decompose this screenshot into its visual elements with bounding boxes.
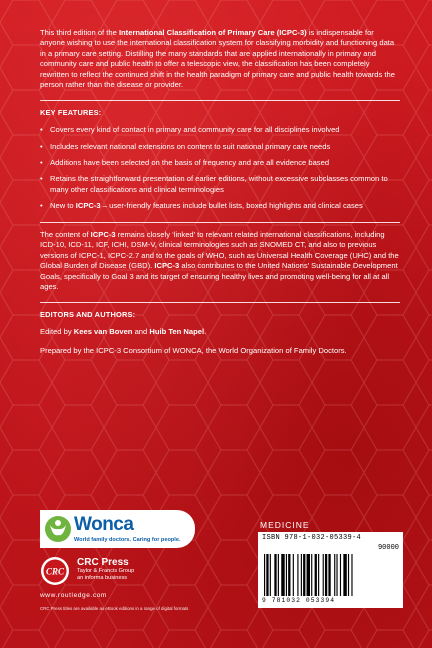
barcode-bar: [334, 554, 335, 596]
editors-heading: EDITORS AND AUTHORS:: [40, 309, 136, 319]
publisher-parent: an informa business: [77, 575, 128, 582]
intro-paragraph: This third edition of the International Classification of Primary Care (ICPC-3) is indispensable for anyone wishing to use the international classification system for classifying morbidity and functioning data in a primary care setting. Distilling the many standards that are applied internationally in primary and community care and public health to offer a telescopic view, the classification has been completely rewritten to reflect the continued shift in the health paradigm of primary care and public health towards the person rather than the disease or provider.: [40, 28, 395, 90]
barcode-bar: [348, 554, 349, 596]
publisher-group: Taylor & Francis Group: [77, 568, 135, 574]
main-text: [40, 28, 400, 366]
barcode-bar: [288, 554, 290, 596]
barcode-bar: [281, 554, 284, 596]
divider: [40, 302, 400, 303]
ebook-note: CRC Press titles are available as eBook editions in a range of digital formats: [40, 606, 189, 611]
barcode-icon: [264, 554, 398, 596]
barcode-bar: [323, 554, 324, 596]
divider: [40, 222, 400, 223]
list-item: • Retains the straightforward presentation of earlier editions, without excessive subclasses common to many other classifications and clinical terminologies: [40, 174, 400, 195]
barcode-bar: [264, 554, 265, 596]
barcode-bar: [286, 554, 287, 596]
barcode-bar: [301, 554, 302, 596]
barcode-bar: [270, 554, 271, 596]
barcode-number: 9 781032 053394: [262, 597, 336, 604]
key-features-heading: KEY FEATURES:: [40, 107, 102, 117]
wonca-logo: [40, 510, 195, 548]
barcode-bar: [266, 554, 268, 596]
barcode-bar: [318, 554, 319, 596]
price-code: 90000: [377, 544, 399, 552]
barcode-bar: [303, 554, 305, 596]
barcode-bar: [325, 554, 327, 596]
barcode-bar: [311, 554, 312, 596]
wonca-logo-icon: [44, 515, 72, 543]
barcode-box: [258, 532, 403, 608]
wonca-tagline: World family doctors. Caring for people.: [74, 537, 181, 543]
publisher-info: [77, 557, 134, 583]
barcode-bar: [328, 554, 330, 596]
list-item: • Additions have been selected on the basis of frequency and are all evidence based: [40, 158, 400, 168]
list-item: • New to ICPC-3 – user-friendly features include bullet lists, boxed highlights and clinical cases: [40, 201, 400, 211]
barcode-bar: [307, 554, 310, 596]
content-paragraph: The content of ICPC-3 remains closely ‘linked’ to relevant related international classifications, including ICD-10, ICD-11, ICF, ICHI, DSM-V, clinical terminologies such as SNOMED CT, and also to previous versions of ICPC-1, ICPC-2.7 and to the goals of WHO, such as Universal Health Coverage (UHC) and the Global Burden of Disease (GBD). ICPC-3 also contributes to the United Nations’ Sustainable Development Goals, specifically to Goal 3 and its target of ensuring healthy lives and promoting well-being for all at all ages.: [40, 229, 399, 292]
crc-logo-icon: [40, 556, 70, 586]
wonca-name: Wonca: [74, 514, 134, 535]
barcode-bar: [315, 554, 317, 596]
isbn: ISBN 978-1-032-05339-4: [262, 534, 362, 542]
barcode-bar: [336, 554, 337, 596]
barcode-bar: [297, 554, 298, 596]
crc-logo-text: CRC: [45, 566, 65, 577]
features-list: [40, 125, 400, 212]
barcode-bar: [274, 554, 276, 596]
prepared-by: Prepared by the ICPC-3 Consortium of WONCA, the World Organization of Family Doctors.: [40, 346, 347, 356]
barcode-bar: [343, 554, 346, 596]
list-item: • Covers every kind of contact in primary and community care for all disciplines involved: [40, 125, 400, 135]
editors-paragraph: Edited by Kees van Boven and Huib Ten Napel.: [40, 326, 207, 336]
publisher-url: www.routledge.com: [40, 592, 107, 599]
list-item: • Includes relevant national extensions on content to suit national primary care needs: [40, 142, 400, 152]
barcode-bar: [293, 554, 294, 596]
publisher-name: CRC Press: [77, 557, 129, 568]
subject-label: MEDICINE: [260, 520, 310, 530]
barcode-bar: [340, 554, 341, 596]
barcode-bar: [351, 554, 352, 596]
divider: [40, 100, 400, 101]
barcode-bar: [278, 554, 279, 596]
